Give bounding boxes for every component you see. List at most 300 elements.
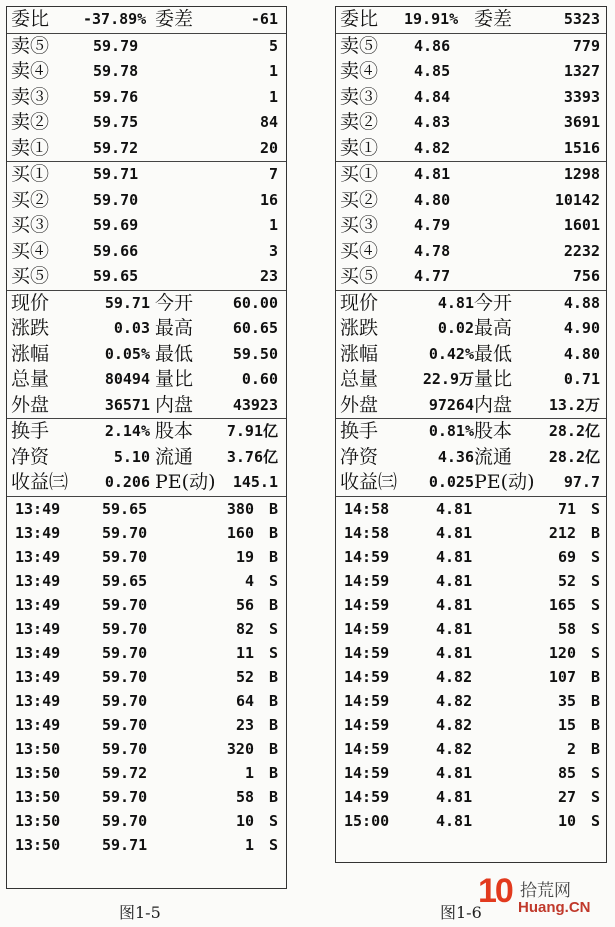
trade-volume: 120 — [548, 643, 576, 662]
trade-time: 14:59 — [344, 691, 390, 710]
quote-value-1: 97264 — [428, 395, 474, 414]
trade-volume: 10 — [557, 811, 576, 830]
buy-order-row — [7, 162, 286, 188]
quote-value-2: 4.80 — [563, 344, 600, 363]
sell-volume: 1 — [268, 62, 278, 80]
sell-volume: 1327 — [563, 62, 600, 80]
trade-side: S — [590, 643, 600, 662]
fin-row — [336, 419, 606, 445]
trade-side: B — [268, 691, 278, 710]
trade-volume: 52 — [557, 571, 576, 590]
trade-side: S — [590, 763, 600, 782]
trade-volume: 380 — [226, 499, 254, 518]
buy-order-row — [7, 213, 286, 239]
trade-row — [336, 689, 606, 713]
buy-level-label: 买① — [340, 163, 379, 185]
wc-label: 委差 — [474, 8, 513, 30]
trade-volume: 58 — [235, 787, 254, 806]
trade-price: 59.70 — [102, 691, 148, 710]
trade-volume: 58 — [557, 619, 576, 638]
quote-label-1: 涨跌 — [340, 317, 379, 339]
quote-row — [7, 291, 286, 317]
fin-value-2: 28.2亿 — [548, 447, 600, 466]
trade-side: S — [590, 811, 600, 830]
watermark-logo — [478, 872, 610, 922]
trade-price: 4.81 — [436, 763, 473, 782]
trade-row — [7, 809, 286, 833]
buy-volume: 3 — [268, 241, 278, 260]
trade-time: 14:59 — [344, 667, 390, 686]
quote-panel-left — [6, 6, 287, 889]
trade-volume: 10 — [235, 811, 254, 830]
trade-side: S — [268, 643, 278, 662]
quote-label-1: 现价 — [340, 291, 379, 314]
buy-level-label: 买① — [11, 163, 50, 185]
fin-value-1: 0.025 — [428, 473, 474, 491]
trade-price: 59.70 — [102, 595, 148, 614]
trade-price: 4.82 — [436, 715, 473, 734]
quote-panel-right — [335, 6, 607, 863]
buy-order-row — [7, 239, 286, 265]
trade-row — [336, 641, 606, 665]
sell-price: 4.82 — [414, 138, 451, 157]
quote-row — [336, 393, 606, 419]
trade-time: 13:49 — [15, 523, 61, 542]
sell-order-row — [336, 110, 606, 136]
trade-time: 14:59 — [344, 595, 390, 614]
trade-row — [336, 569, 606, 593]
trade-time: 13:50 — [15, 787, 61, 806]
sell-level-label: 卖④ — [340, 60, 379, 82]
quote-label-2: 内盘 — [474, 393, 513, 416]
trade-price: 4.81 — [436, 547, 473, 566]
trade-side: B — [590, 667, 600, 686]
trade-price: 4.81 — [436, 811, 473, 830]
trade-volume: 27 — [557, 787, 576, 806]
trade-price: 59.65 — [102, 571, 148, 590]
fin-label-1: 净资 — [340, 445, 379, 468]
buy-volume: 16 — [259, 190, 278, 209]
trade-volume: 320 — [226, 739, 254, 758]
trade-row — [7, 689, 286, 713]
buy-price: 59.71 — [93, 165, 139, 183]
buy-orders-section — [336, 162, 606, 291]
trade-time: 13:49 — [15, 499, 61, 518]
sell-order-row — [7, 85, 286, 111]
trade-time: 13:50 — [15, 763, 61, 782]
quote-value-2: 0.60 — [241, 370, 278, 388]
quote-label-2: 最低 — [474, 342, 513, 365]
wc-label: 委差 — [155, 8, 194, 30]
trade-side: S — [590, 595, 600, 614]
fin-row — [336, 470, 606, 496]
quote-value-1: 80494 — [104, 370, 150, 388]
sell-volume: 1 — [268, 87, 278, 106]
fin-label-1: 换手 — [340, 420, 379, 442]
trade-row — [336, 545, 606, 569]
sell-volume: 20 — [259, 138, 278, 157]
quote-label-1: 外盘 — [11, 393, 50, 416]
quote-label-2: 最低 — [155, 342, 194, 365]
quote-value-1: 0.05% — [104, 344, 150, 363]
trade-volume: 19 — [235, 547, 254, 566]
trade-time: 13:49 — [15, 691, 61, 710]
fin-value-1: 0.206 — [104, 473, 150, 491]
trade-volume: 15 — [557, 715, 576, 734]
trade-time: 13:49 — [15, 571, 61, 590]
financial-stats-section — [336, 419, 606, 497]
trade-price: 4.81 — [436, 643, 473, 662]
trade-row — [336, 761, 606, 785]
trade-price: 4.81 — [436, 499, 473, 518]
fin-value-2: 145.1 — [232, 473, 278, 491]
buy-price: 59.66 — [93, 241, 139, 260]
sell-order-row — [7, 34, 286, 60]
trade-price: 59.70 — [102, 547, 148, 566]
buy-level-label: 买④ — [11, 239, 50, 262]
buy-price: 4.77 — [414, 267, 451, 285]
buy-order-row — [7, 264, 286, 290]
trade-volume: 165 — [548, 595, 576, 614]
header-section — [7, 7, 286, 34]
quote-value-1: 0.02 — [437, 319, 474, 337]
trade-side: B — [590, 739, 600, 758]
fin-label-2: 股本 — [474, 420, 513, 442]
sell-volume: 3393 — [563, 87, 600, 106]
buy-level-label: 买③ — [11, 214, 50, 236]
buy-level-label: 买② — [340, 188, 379, 211]
buy-price: 4.80 — [414, 190, 451, 209]
trade-price: 59.70 — [102, 811, 148, 830]
buy-level-label: 买② — [11, 188, 50, 211]
buy-price: 59.70 — [93, 190, 139, 209]
quote-label-1: 外盘 — [340, 393, 379, 416]
sell-price: 4.86 — [414, 36, 451, 55]
trade-row — [336, 785, 606, 809]
trade-side: S — [268, 619, 278, 638]
fin-value-1: 5.10 — [113, 447, 150, 466]
trade-time: 14:59 — [344, 619, 390, 638]
sell-price: 4.85 — [414, 62, 451, 80]
fin-label-2: PE(动) — [155, 471, 216, 493]
sell-price: 59.76 — [93, 87, 139, 106]
trade-row — [7, 569, 286, 593]
buy-price: 59.69 — [93, 216, 139, 234]
fin-value-2: 3.76亿 — [226, 447, 278, 466]
trade-side: B — [268, 787, 278, 806]
trade-price: 59.65 — [102, 499, 148, 518]
quote-label-1: 现价 — [11, 291, 50, 314]
financial-stats-section — [7, 419, 286, 497]
quote-value-1: 36571 — [104, 395, 150, 414]
sell-level-label: 卖② — [340, 111, 379, 133]
buy-volume: 1601 — [563, 216, 600, 234]
fin-label-2: 流通 — [474, 445, 513, 468]
trade-price: 4.82 — [436, 691, 473, 710]
trade-side: S — [590, 619, 600, 638]
trade-price: 59.70 — [102, 643, 148, 662]
quote-label-1: 涨幅 — [11, 342, 50, 365]
buy-volume: 1298 — [563, 165, 600, 183]
trade-row — [7, 593, 286, 617]
buy-volume: 1 — [268, 216, 278, 234]
trade-volume: 2 — [566, 739, 576, 758]
trade-side: S — [268, 571, 278, 590]
trade-time: 15:00 — [344, 811, 390, 830]
buy-volume: 2232 — [563, 241, 600, 260]
trade-volume: 52 — [235, 667, 254, 686]
sell-orders-section — [7, 34, 286, 163]
trade-time: 14:59 — [344, 715, 390, 734]
buy-level-label: 买③ — [340, 214, 379, 236]
sell-order-row — [7, 110, 286, 136]
quote-row — [336, 291, 606, 317]
watermark-url: Huang.CN — [518, 899, 591, 916]
trade-price: 59.70 — [102, 787, 148, 806]
quote-stats-section — [336, 291, 606, 420]
quote-value-2: 13.2万 — [548, 395, 600, 414]
buy-price: 4.78 — [414, 241, 451, 260]
trade-volume: 69 — [557, 547, 576, 566]
quote-row — [7, 367, 286, 393]
quote-row — [7, 393, 286, 419]
sell-order-row — [336, 59, 606, 85]
trade-time: 13:50 — [15, 811, 61, 830]
trade-time: 13:49 — [15, 667, 61, 686]
trade-time: 14:59 — [344, 643, 390, 662]
sell-level-label: 卖① — [11, 136, 50, 159]
wb-value: 19.91% — [404, 10, 459, 28]
trade-price: 4.82 — [436, 739, 473, 758]
caption-right: 图1-6 — [440, 903, 482, 922]
trade-row — [7, 521, 286, 545]
buy-volume: 7 — [268, 165, 278, 183]
trade-side: S — [590, 787, 600, 806]
sell-level-label: 卖③ — [340, 85, 379, 108]
quote-row — [336, 342, 606, 368]
fin-row — [7, 445, 286, 471]
trade-price: 59.72 — [102, 763, 148, 782]
fin-label-1: 收益㈢ — [11, 471, 69, 493]
quote-label-2: 最高 — [155, 317, 194, 339]
trade-row — [7, 761, 286, 785]
quote-label-1: 涨幅 — [340, 342, 379, 365]
sell-order-row — [336, 34, 606, 60]
sell-order-row — [336, 85, 606, 111]
trade-side: B — [268, 499, 278, 518]
trades-section — [336, 497, 606, 833]
trade-price: 59.70 — [102, 715, 148, 734]
quote-label-1: 总量 — [340, 368, 379, 390]
quote-label-2: 今开 — [474, 291, 513, 314]
buy-order-row — [336, 162, 606, 188]
trade-row — [7, 641, 286, 665]
quote-label-2: 量比 — [474, 368, 513, 390]
trade-side: B — [268, 595, 278, 614]
buy-order-row — [336, 188, 606, 214]
trade-volume: 82 — [235, 619, 254, 638]
trade-time: 13:49 — [15, 595, 61, 614]
trade-time: 13:49 — [15, 643, 61, 662]
trade-time: 13:49 — [15, 715, 61, 734]
buy-price: 4.81 — [414, 165, 451, 183]
trade-row — [7, 617, 286, 641]
sell-volume: 84 — [259, 113, 278, 131]
sell-price: 59.72 — [93, 138, 139, 157]
trade-price: 59.70 — [102, 619, 148, 638]
sell-price: 4.83 — [414, 113, 451, 131]
sell-price: 59.75 — [93, 113, 139, 131]
trade-time: 14:58 — [344, 523, 390, 542]
trade-row — [7, 497, 286, 521]
trade-row — [7, 833, 286, 857]
trade-side: B — [268, 715, 278, 734]
buy-price: 4.79 — [414, 216, 451, 234]
fin-value-1: 2.14% — [104, 422, 150, 440]
trade-time: 13:50 — [15, 835, 61, 854]
quote-stats-section — [7, 291, 286, 420]
sell-volume: 779 — [572, 36, 600, 55]
fin-row — [336, 445, 606, 471]
trade-side: B — [590, 715, 600, 734]
fin-value-2: 97.7 — [563, 473, 600, 491]
trade-price: 59.70 — [102, 667, 148, 686]
quote-value-1: 0.42% — [428, 344, 474, 363]
sell-price: 59.79 — [93, 36, 139, 55]
sell-orders-section — [336, 34, 606, 163]
sell-price: 4.84 — [414, 87, 451, 106]
buy-level-label: 买⑤ — [340, 265, 379, 287]
sell-volume: 3691 — [563, 113, 600, 131]
fin-value-1: 4.36 — [437, 447, 474, 466]
quote-label-2: 今开 — [155, 291, 194, 314]
trade-price: 4.81 — [436, 619, 473, 638]
sell-level-label: 卖④ — [11, 60, 50, 82]
sell-order-row — [7, 59, 286, 85]
trade-side: B — [268, 523, 278, 542]
sell-order-row — [336, 136, 606, 162]
fin-row — [7, 419, 286, 445]
quote-value-1: 59.71 — [104, 293, 150, 312]
wb-label: 委比 — [11, 8, 50, 30]
trade-time: 14:59 — [344, 787, 390, 806]
quote-value-2: 43923 — [232, 395, 278, 414]
quote-value-2: 0.71 — [563, 370, 600, 388]
quote-label-2: 量比 — [155, 368, 194, 390]
trade-row — [336, 665, 606, 689]
wc-value: -61 — [250, 10, 278, 28]
trade-volume: 64 — [235, 691, 254, 710]
trade-row — [7, 545, 286, 569]
trade-time: 14:59 — [344, 547, 390, 566]
trade-volume: 107 — [548, 667, 576, 686]
quote-value-2: 4.88 — [563, 293, 600, 312]
quote-label-2: 最高 — [474, 317, 513, 339]
trade-volume: 4 — [244, 571, 254, 590]
trade-row — [336, 713, 606, 737]
sell-level-label: 卖⑤ — [11, 34, 50, 57]
sell-volume: 5 — [268, 36, 278, 55]
trade-volume: 56 — [235, 595, 254, 614]
quote-label-2: 内盘 — [155, 393, 194, 416]
buy-volume: 23 — [259, 267, 278, 285]
trade-time: 14:59 — [344, 571, 390, 590]
trade-side: S — [590, 499, 600, 518]
quote-value-2: 4.90 — [563, 319, 600, 337]
sell-volume: 1516 — [563, 138, 600, 157]
fin-value-2: 28.2亿 — [548, 422, 600, 440]
trades-section — [7, 497, 286, 857]
buy-orders-section — [7, 162, 286, 291]
trade-price: 4.82 — [436, 667, 473, 686]
header-row — [336, 7, 606, 33]
trade-side: S — [268, 811, 278, 830]
fin-label-2: PE(动) — [474, 471, 535, 493]
quote-value-2: 60.00 — [232, 293, 278, 312]
trade-side: B — [268, 667, 278, 686]
header-row — [7, 7, 286, 33]
trade-row — [336, 497, 606, 521]
caption-left: 图1-5 — [119, 903, 161, 922]
trade-row — [336, 617, 606, 641]
trade-side: S — [590, 547, 600, 566]
trade-row — [336, 521, 606, 545]
trade-price: 4.81 — [436, 595, 473, 614]
quote-value-1: 22.9万 — [422, 370, 474, 388]
quote-value-1: 0.03 — [113, 319, 150, 337]
buy-price: 59.65 — [93, 267, 139, 285]
watermark-number: 10 — [478, 872, 512, 910]
buy-volume: 10142 — [554, 190, 600, 209]
buy-level-label: 买④ — [340, 239, 379, 262]
trade-row — [336, 593, 606, 617]
quote-label-1: 总量 — [11, 368, 50, 390]
quote-row — [336, 316, 606, 342]
sell-level-label: 卖① — [340, 136, 379, 159]
trade-time: 13:50 — [15, 739, 61, 758]
trade-time: 14:59 — [344, 763, 390, 782]
trade-volume: 35 — [557, 691, 576, 710]
fin-label-1: 收益㈢ — [340, 471, 398, 493]
buy-order-row — [336, 264, 606, 290]
trade-volume: 1 — [244, 763, 254, 782]
quote-row — [7, 342, 286, 368]
trade-side: S — [268, 835, 278, 854]
quote-label-1: 涨跌 — [11, 317, 50, 339]
buy-level-label: 买⑤ — [11, 265, 50, 287]
quote-row — [336, 367, 606, 393]
trade-side: B — [268, 547, 278, 566]
buy-volume: 756 — [572, 267, 600, 285]
trade-time: 13:49 — [15, 619, 61, 638]
quote-row — [7, 316, 286, 342]
wc-value: 5323 — [563, 10, 600, 28]
trade-price: 59.70 — [102, 523, 148, 542]
sell-level-label: 卖② — [11, 111, 50, 133]
fin-label-2: 流通 — [155, 445, 194, 468]
fin-label-1: 净资 — [11, 445, 50, 468]
trade-price: 4.81 — [436, 523, 473, 542]
quote-value-2: 60.65 — [232, 319, 278, 337]
trade-side: B — [590, 523, 600, 542]
trade-volume: 23 — [235, 715, 254, 734]
trade-row — [336, 809, 606, 833]
quote-value-1: 4.81 — [437, 293, 474, 312]
buy-order-row — [336, 239, 606, 265]
trade-side: S — [590, 571, 600, 590]
trade-price: 59.71 — [102, 835, 148, 854]
trade-volume: 160 — [226, 523, 254, 542]
